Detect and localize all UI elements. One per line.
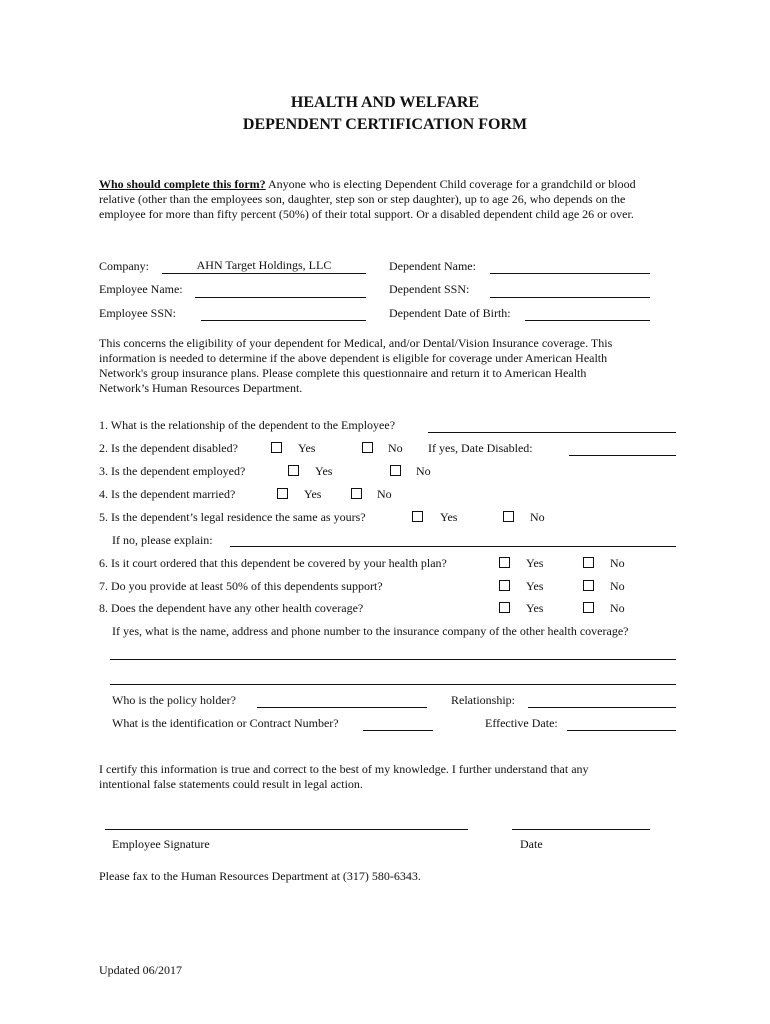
question-3: 3. Is the dependent employed?	[99, 464, 246, 478]
effective-date-label: Effective Date:	[485, 716, 558, 730]
question-5-yes-label: Yes	[440, 510, 458, 524]
question-7-yes-label: Yes	[526, 579, 544, 593]
question-4-yes-label: Yes	[304, 487, 322, 501]
question-2-yes-checkbox[interactable]	[271, 442, 282, 453]
question-3-yes-label: Yes	[315, 464, 333, 478]
dependent-ssn-line	[490, 297, 650, 298]
signature-date-label: Date	[520, 837, 543, 851]
concerns-line3: Network's group insurance plans. Please complete this questionnaire and return it to American Health	[99, 366, 587, 380]
question-1: 1. What is the relationship of the dependent to the Employee?	[99, 418, 396, 432]
intro-text: Anyone who is electing Dependent Child coverage for a grandchild or blood	[268, 177, 636, 191]
question-5: 5. Is the dependent’s legal residence the same as yours?	[99, 510, 366, 524]
policy-holder-label: Who is the policy holder?	[112, 693, 236, 707]
question-1-answer-field[interactable]	[428, 432, 676, 433]
form-title-line2: DEPENDENT CERTIFICATION FORM	[242, 116, 528, 133]
relationship-label: Relationship:	[451, 693, 515, 707]
question-6-no-checkbox[interactable]	[583, 557, 594, 568]
company-label: Company:	[99, 259, 149, 273]
employee-name-label: Employee Name:	[99, 282, 183, 296]
dependent-dob-line	[525, 320, 650, 321]
effective-date-field[interactable]	[567, 730, 676, 731]
employee-ssn-label: Employee SSN:	[99, 306, 176, 320]
question-8-yes-checkbox[interactable]	[499, 602, 510, 613]
question-2-yes-label: Yes	[298, 441, 316, 455]
contract-number-label: What is the identification or Contract Number?	[112, 716, 339, 730]
question-2-date-field[interactable]	[569, 455, 676, 456]
concerns-line1: This concerns the eligibility of your dependent for Medical, and/or Dental/Vision Insurance coverage. This	[99, 336, 613, 350]
updated-date: Updated 06/2017	[99, 963, 182, 977]
intro-line1	[99, 177, 636, 192]
other-coverage-line-1[interactable]	[110, 659, 676, 660]
question-5-explain-field[interactable]	[230, 546, 676, 547]
employee-signature-field[interactable]	[105, 829, 468, 830]
certify-line1: I certify this information is true and correct to the best of my knowledge. I further understand that any	[99, 762, 589, 776]
question-5-no-checkbox[interactable]	[503, 511, 514, 522]
question-4-no-checkbox[interactable]	[351, 488, 362, 499]
question-4-yes-checkbox[interactable]	[277, 488, 288, 499]
question-5-yes-checkbox[interactable]	[412, 511, 423, 522]
question-8: 8. Does the dependent have any other health coverage?	[99, 601, 364, 615]
question-2-no-label: No	[388, 441, 403, 455]
relationship-field[interactable]	[528, 707, 676, 708]
intro-line2: relative (other than the employees son, daughter, step son or step daughter), up to age 26, who depends on the	[99, 192, 626, 206]
other-coverage-line-2[interactable]	[110, 684, 676, 685]
question-6-yes-checkbox[interactable]	[499, 557, 510, 568]
question-3-yes-checkbox[interactable]	[288, 465, 299, 476]
concerns-line4: Network’s Human Resources Department.	[99, 381, 303, 395]
question-8-no-checkbox[interactable]	[583, 602, 594, 613]
dependent-dob-label: Dependent Date of Birth:	[389, 306, 511, 320]
fax-instructions: Please fax to the Human Resources Department at (317) 580-6343.	[99, 869, 421, 883]
question-6-no-label: No	[610, 556, 625, 570]
question-8-yes-label: Yes	[526, 601, 544, 615]
company-field-line	[162, 273, 366, 274]
intro-lead: Who should complete this form?	[99, 177, 266, 191]
company-field[interactable]: AHN Target Holdings, LLC	[196, 258, 332, 272]
employee-name-line	[195, 297, 366, 298]
question-7-yes-checkbox[interactable]	[499, 580, 510, 591]
dependent-name-line	[490, 273, 650, 274]
question-4-no-label: No	[377, 487, 392, 501]
certify-line2: intentional false statements could result in legal action.	[99, 777, 363, 791]
question-2-date-label: If yes, Date Disabled:	[428, 441, 533, 455]
dependent-name-label: Dependent Name:	[389, 259, 476, 273]
intro-line3: employee for more than fifty percent (50%) of their total support. Or a disabled dependent child age 26 or over.	[99, 207, 634, 221]
question-8-followup: If yes, what is the name, address and phone number to the insurance company of the other health coverage?	[112, 624, 629, 638]
dependent-ssn-label: Dependent SSN:	[389, 282, 470, 296]
employee-ssn-line	[201, 320, 366, 321]
form-title-line1: HEALTH AND WELFARE	[290, 94, 480, 111]
question-4: 4. Is the dependent married?	[99, 487, 236, 501]
contract-number-field[interactable]	[363, 730, 433, 731]
question-6: 6. Is it court ordered that this dependent be covered by your health plan?	[99, 556, 447, 570]
signature-date-field[interactable]	[512, 829, 650, 830]
policy-holder-field[interactable]	[257, 707, 427, 708]
question-8-no-label: No	[610, 601, 625, 615]
question-3-no-label: No	[416, 464, 431, 478]
question-3-no-checkbox[interactable]	[390, 465, 401, 476]
question-2: 2. Is the dependent disabled?	[99, 441, 238, 455]
concerns-line2: information is needed to determine if the above dependent is eligible for coverage under American Health	[99, 351, 608, 365]
question-5-no-label: No	[530, 510, 545, 524]
question-2-no-checkbox[interactable]	[362, 442, 373, 453]
question-5-explain-label: If no, please explain:	[112, 533, 213, 547]
question-6-yes-label: Yes	[526, 556, 544, 570]
question-7-no-checkbox[interactable]	[583, 580, 594, 591]
question-7-no-label: No	[610, 579, 625, 593]
employee-signature-label: Employee Signature	[112, 837, 210, 851]
question-7: 7. Do you provide at least 50% of this dependents support?	[99, 579, 383, 593]
